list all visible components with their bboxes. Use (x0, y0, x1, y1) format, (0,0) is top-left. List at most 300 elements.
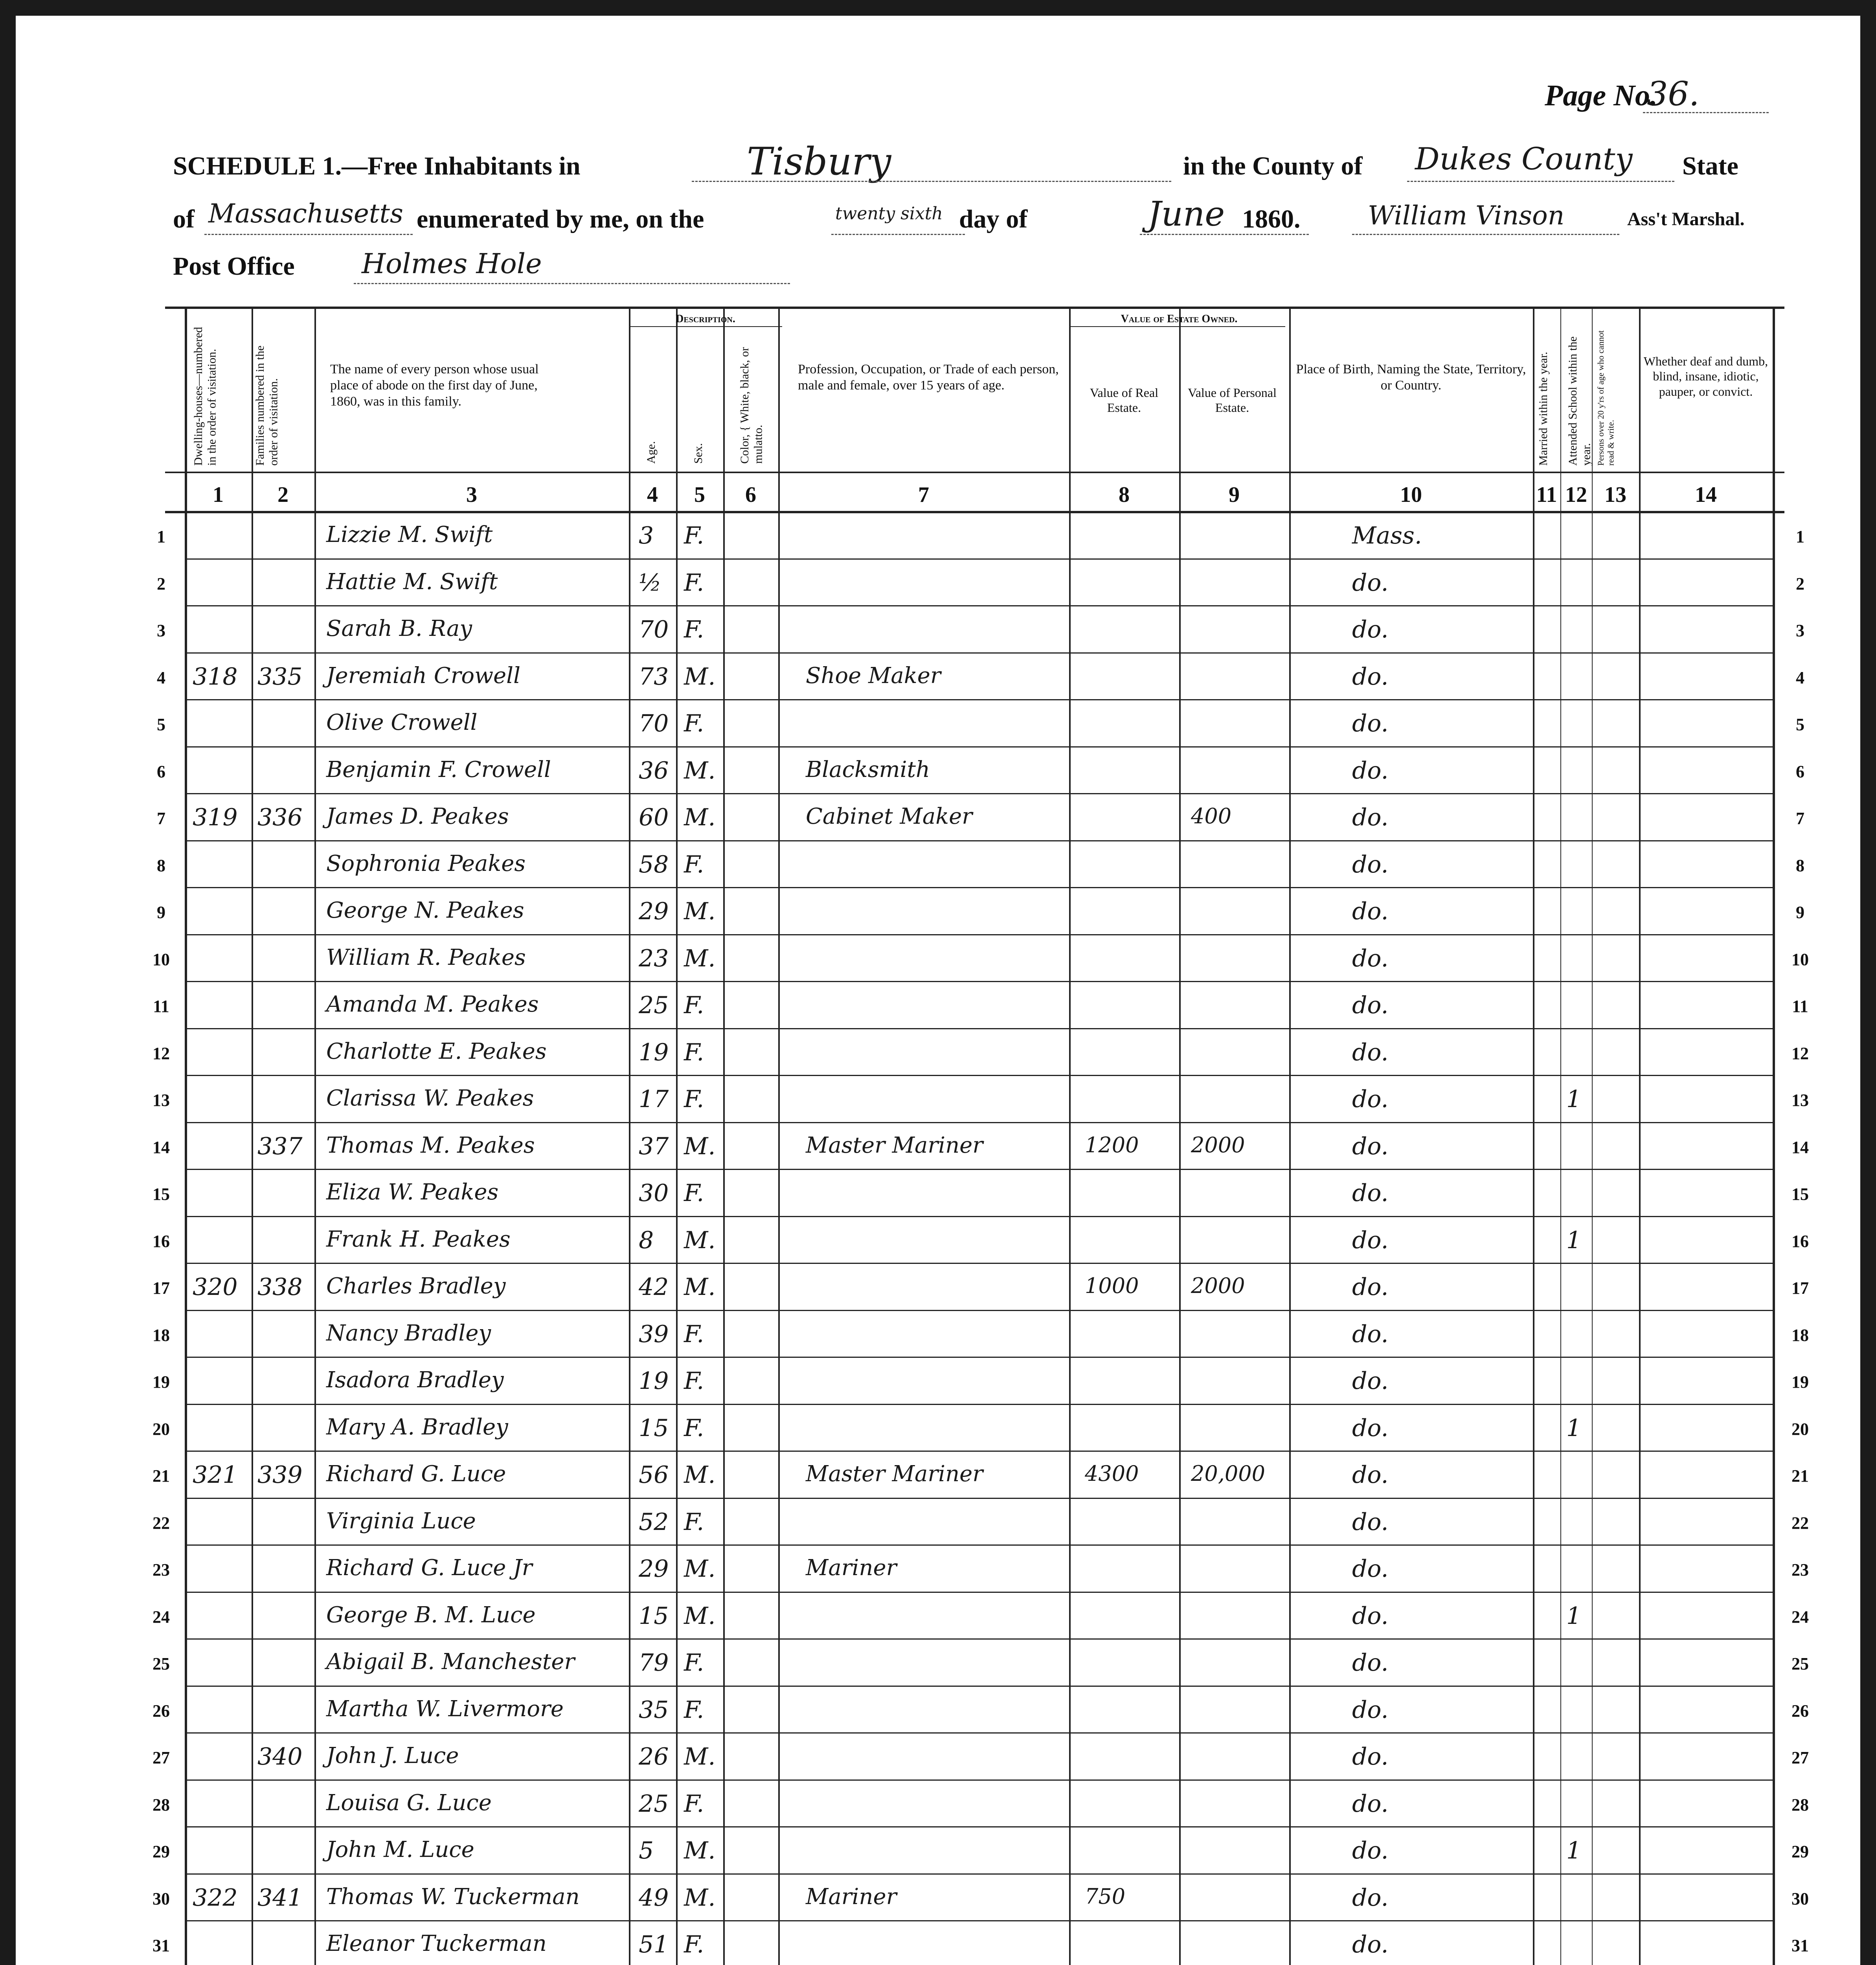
cell-birth: do. (1352, 1649, 1389, 1677)
column-rule (252, 307, 253, 1965)
description-rule (629, 326, 782, 327)
header-birthplace: Place of Birth, Naming the State, Territory, or Country. (1296, 362, 1526, 393)
cell-age: 15 (639, 1602, 669, 1630)
cell-birth: do. (1352, 1179, 1389, 1207)
table-right-border (1773, 307, 1775, 1965)
row-rule (185, 1544, 1773, 1546)
cell-sex: M. (684, 1461, 716, 1489)
census-year: 1860. (1242, 205, 1301, 233)
state-underline (204, 234, 413, 235)
cell-age: 70 (639, 710, 669, 737)
cell-age: 25 (639, 992, 669, 1019)
column-rule (1533, 307, 1534, 1965)
cell-sex: M. (684, 1132, 716, 1160)
cell-occupation: Mariner (806, 1884, 897, 1910)
cell-age: 8 (639, 1226, 654, 1254)
cell-age: 51 (639, 1931, 669, 1958)
cell-sex: M. (684, 804, 716, 831)
column-number: 8 (1119, 483, 1130, 507)
cell-birth: do. (1352, 992, 1389, 1019)
cell-name: Sophronia Peakes (326, 850, 526, 876)
cell-dwelling: 321 (193, 1461, 238, 1489)
cell-family: 336 (257, 804, 303, 831)
row-rule (185, 1310, 1773, 1311)
row-number-right: 4 (1796, 668, 1804, 687)
cell-personal: 400 (1191, 804, 1232, 828)
cell-sex: F. (684, 1649, 704, 1677)
row-rule (185, 1686, 1773, 1687)
cell-name: Eleanor Tuckerman (326, 1931, 547, 1956)
row-number-right: 2 (1796, 574, 1804, 593)
cell-name: Amanda M. Peakes (326, 992, 539, 1017)
row-rule (185, 1451, 1773, 1452)
cell-real: 4300 (1085, 1461, 1139, 1486)
row-rule (185, 1122, 1773, 1123)
column-number: 10 (1400, 483, 1422, 507)
post-office-underline (354, 283, 790, 284)
column-number: 5 (694, 483, 705, 507)
row-rule (185, 746, 1773, 747)
page-number-label: Page No. (1545, 79, 1658, 112)
cell-sex: F. (684, 1414, 704, 1442)
cell-name: Louisa G. Luce (326, 1790, 492, 1816)
row-number-left: 29 (153, 1842, 170, 1861)
cell-occupation: Blacksmith (806, 757, 930, 782)
header-family: Families numbered in the order of visitation. (254, 345, 280, 466)
column-rule (1592, 307, 1593, 1965)
header-occupation: Profession, Occupation, or Trade of each person, male and female, over 15 years of age. (798, 362, 1059, 393)
row-number-left: 20 (153, 1419, 170, 1439)
column-rule (1560, 307, 1561, 1965)
cell-birth: do. (1352, 569, 1389, 597)
row-number-right: 29 (1791, 1842, 1809, 1861)
cell-age: 30 (639, 1179, 669, 1207)
cell-sex: F. (684, 1931, 704, 1958)
marshal-underline (1352, 234, 1619, 235)
cell-real: 1200 (1085, 1132, 1139, 1157)
cell-sex: F. (684, 1790, 704, 1818)
row-rule (185, 1075, 1773, 1076)
cell-name: Olive Crowell (326, 710, 478, 735)
row-number-left: 16 (153, 1231, 170, 1251)
row-rule (185, 840, 1773, 841)
cell-school: 1 (1566, 1414, 1582, 1442)
cell-sex: M. (684, 1226, 716, 1254)
row-number-right: 11 (1792, 997, 1808, 1016)
cell-dwelling: 322 (193, 1884, 238, 1912)
of-label: of (173, 205, 195, 233)
cell-name: Martha W. Livermore (326, 1696, 564, 1722)
cell-sex: M. (684, 1273, 716, 1301)
cell-school: 1 (1566, 1085, 1582, 1113)
cell-name: Charles Bradley (326, 1273, 506, 1299)
row-number-right: 6 (1796, 762, 1804, 781)
cell-age: ½ (639, 569, 662, 597)
column-number: 9 (1229, 483, 1240, 507)
cell-age: 39 (639, 1320, 669, 1348)
cell-birth: do. (1352, 1414, 1389, 1442)
header-name: The name of every person whose usual place of abode on the first day of June, 1860, was in this family. (330, 362, 539, 409)
row-number-right: 24 (1791, 1607, 1809, 1627)
cell-age: 42 (639, 1273, 669, 1301)
estate-rule (1069, 326, 1285, 327)
cell-age: 79 (639, 1649, 669, 1677)
cell-name: Lizzie M. Swift (326, 522, 493, 547)
cell-occupation: Mariner (806, 1555, 897, 1581)
row-number-right: 3 (1796, 621, 1804, 640)
row-number-right: 13 (1791, 1091, 1809, 1110)
row-rule (185, 1404, 1773, 1405)
cell-age: 25 (639, 1790, 669, 1818)
cell-age: 56 (639, 1461, 669, 1489)
cell-name: Clarissa W. Peakes (326, 1085, 534, 1111)
row-rule (185, 558, 1773, 560)
cell-sex: F. (684, 1508, 704, 1536)
header-personal-estate: Value of Personal Estate. (1188, 386, 1277, 415)
cell-occupation: Master Mariner (806, 1132, 983, 1158)
cell-birth: do. (1352, 1085, 1389, 1113)
cell-name: Frank H. Peakes (326, 1226, 511, 1252)
census-day: twenty sixth (835, 204, 943, 224)
row-rule (185, 1780, 1773, 1781)
column-number: 12 (1565, 483, 1587, 507)
row-rule (185, 605, 1773, 606)
column-number: 2 (277, 483, 288, 507)
cell-sex: F. (684, 1179, 704, 1207)
row-number-left: 30 (153, 1889, 170, 1908)
day-underline (831, 234, 965, 235)
county-underline (1407, 181, 1674, 182)
row-number-left: 2 (157, 574, 165, 593)
cell-family: 341 (257, 1884, 303, 1912)
row-number-right: 18 (1791, 1325, 1809, 1345)
cell-occupation: Cabinet Maker (806, 804, 973, 829)
row-rule (185, 1732, 1773, 1734)
page-number: 36. (1647, 75, 1700, 113)
row-rule (185, 793, 1773, 794)
row-rule (185, 699, 1773, 700)
cell-sex: M. (684, 1837, 716, 1864)
header-remarks: Whether deaf and dumb, blind, insane, idiotic, pauper, or convict. (1643, 354, 1768, 399)
schedule-title: SCHEDULE 1.—Free Inhabitants in (173, 152, 581, 180)
cell-name: George B. M. Luce (326, 1602, 536, 1628)
cell-sex: M. (684, 757, 716, 784)
row-number-left: 14 (153, 1137, 170, 1157)
cell-sex: M. (684, 1602, 716, 1630)
cell-age: 35 (639, 1696, 669, 1724)
row-rule (185, 1357, 1773, 1358)
header-age: Age. (645, 441, 658, 464)
cell-name: Benjamin F. Crowell (326, 757, 551, 782)
cell-sex: M. (684, 1743, 716, 1770)
row-number-left: 24 (153, 1607, 170, 1627)
row-number-left: 1 (157, 527, 165, 546)
cell-name: Charlotte E. Peakes (326, 1038, 547, 1064)
column-rule (1289, 307, 1291, 1965)
row-number-left: 11 (153, 997, 169, 1016)
cell-age: 19 (639, 1367, 669, 1395)
town-underline (692, 181, 1171, 182)
cell-school: 1 (1566, 1602, 1582, 1630)
cell-birth: do. (1352, 1273, 1389, 1301)
cell-birth: do. (1352, 757, 1389, 784)
row-number-right: 10 (1791, 949, 1809, 969)
cell-birth: do. (1352, 850, 1389, 878)
column-number: 11 (1536, 483, 1557, 507)
row-number-right: 14 (1791, 1137, 1809, 1157)
cell-sex: M. (684, 944, 716, 972)
row-number-right: 28 (1791, 1795, 1809, 1814)
marshal-name: William Vinson (1368, 200, 1565, 231)
cell-age: 23 (639, 944, 669, 972)
row-number-left: 27 (153, 1748, 170, 1767)
census-sheet (16, 16, 1860, 1965)
cell-sex: F. (684, 522, 704, 549)
cell-age: 70 (639, 616, 669, 643)
cell-name: John J. Luce (326, 1743, 459, 1768)
cell-birth: do. (1352, 1884, 1389, 1912)
row-rule (185, 981, 1773, 982)
cell-birth: do. (1352, 1038, 1389, 1066)
row-number-right: 21 (1791, 1466, 1809, 1486)
cell-sex: M. (684, 1555, 716, 1583)
cell-personal: 2000 (1191, 1273, 1245, 1298)
cell-birth: do. (1352, 1790, 1389, 1818)
cell-age: 58 (639, 850, 669, 878)
table-top-rule (165, 307, 1784, 309)
page-number-underline (1643, 112, 1769, 113)
cell-family: 338 (257, 1273, 303, 1301)
header-color: Color, { White, black, or mulatto. (738, 347, 765, 464)
column-number-rule (165, 511, 1784, 513)
row-number-left: 17 (153, 1278, 170, 1298)
cell-age: 29 (639, 898, 669, 925)
day-label: day of (959, 205, 1028, 233)
cell-birth: do. (1352, 1743, 1389, 1770)
cell-birth: do. (1352, 1602, 1389, 1630)
cell-sex: F. (684, 1367, 704, 1395)
header-real-estate: Value of Real Estate. (1090, 386, 1159, 415)
row-number-right: 7 (1796, 809, 1804, 828)
row-number-left: 13 (153, 1091, 170, 1110)
row-rule (185, 1028, 1773, 1029)
cell-family: 340 (257, 1743, 303, 1770)
cell-birth: do. (1352, 1367, 1389, 1395)
row-rule (185, 1826, 1773, 1827)
column-number: 3 (466, 483, 477, 507)
cell-name: Hattie M. Swift (326, 569, 498, 595)
cell-name: Nancy Bradley (326, 1320, 491, 1346)
cell-name: Thomas M. Peakes (326, 1132, 535, 1158)
row-number-right: 16 (1791, 1231, 1809, 1251)
county-name: Dukes County (1415, 141, 1633, 177)
cell-sex: F. (684, 1085, 704, 1113)
header-estate: Value of Estate Owned. (1121, 313, 1238, 325)
row-number-left: 12 (153, 1043, 170, 1063)
row-number-left: 18 (153, 1325, 170, 1345)
row-number-right: 15 (1791, 1185, 1809, 1204)
row-number-right: 30 (1791, 1889, 1809, 1908)
header-sex: Sex. (692, 443, 705, 464)
state-name: Massachusetts (208, 198, 403, 229)
row-number-right: 22 (1791, 1513, 1809, 1533)
cell-age: 37 (639, 1132, 669, 1160)
cell-sex: M. (684, 663, 716, 691)
marshal-label: Ass't Marshal. (1627, 209, 1745, 230)
row-number-right: 25 (1791, 1654, 1809, 1673)
row-rule (185, 1638, 1773, 1640)
enumerated-label: enumerated by me, on the (417, 205, 704, 233)
row-rule (185, 1216, 1773, 1217)
cell-dwelling: 318 (193, 663, 238, 691)
row-rule (185, 887, 1773, 888)
cell-name: John M. Luce (326, 1837, 474, 1862)
header-description: Description. (676, 313, 735, 325)
cell-age: 26 (639, 1743, 669, 1770)
cell-birth: do. (1352, 1837, 1389, 1864)
cell-sex: F. (684, 1696, 704, 1724)
row-number-right: 5 (1796, 715, 1804, 734)
column-rule (1179, 307, 1181, 1965)
column-number: 13 (1604, 483, 1626, 507)
row-rule (185, 1263, 1773, 1264)
cell-birth: Mass. (1352, 522, 1422, 549)
cell-birth: do. (1352, 1320, 1389, 1348)
census-month: June (1148, 195, 1225, 234)
cell-birth: do. (1352, 1132, 1389, 1160)
header-bottom-rule (165, 472, 1784, 473)
row-number-right: 19 (1791, 1372, 1809, 1392)
column-rule (629, 307, 630, 1965)
cell-name: Abigail B. Manchester (326, 1649, 575, 1675)
cell-age: 60 (639, 804, 669, 831)
row-number-right: 26 (1791, 1701, 1809, 1721)
row-number-right: 31 (1791, 1936, 1809, 1955)
header-illiterate: Persons over 20 y'rs of age who cannot read & write. (1596, 330, 1616, 466)
cell-family: 339 (257, 1461, 303, 1489)
row-number-left: 15 (153, 1185, 170, 1204)
state-label: State (1682, 152, 1738, 180)
table-left-border (185, 307, 187, 1965)
county-label: in the County of (1183, 152, 1363, 180)
cell-sex: M. (684, 898, 716, 925)
cell-sex: F. (684, 1320, 704, 1348)
header-married: Married within the year. (1537, 352, 1550, 466)
cell-age: 29 (639, 1555, 669, 1583)
cell-dwelling: 319 (193, 804, 238, 831)
row-number-left: 26 (153, 1701, 170, 1721)
cell-age: 3 (639, 522, 654, 549)
cell-name: Richard G. Luce Jr (326, 1555, 533, 1581)
cell-age: 49 (639, 1884, 669, 1912)
row-number-right: 23 (1791, 1560, 1809, 1579)
cell-name: George N. Peakes (326, 898, 524, 923)
cell-name: Eliza W. Peakes (326, 1179, 499, 1205)
row-number-right: 20 (1791, 1419, 1809, 1439)
row-number-left: 9 (157, 903, 165, 922)
cell-birth: do. (1352, 898, 1389, 925)
cell-real: 1000 (1085, 1273, 1139, 1298)
cell-birth: do. (1352, 804, 1389, 831)
cell-birth: do. (1352, 1555, 1389, 1583)
cell-age: 36 (639, 757, 669, 784)
row-number-left: 25 (153, 1654, 170, 1673)
row-number-right: 17 (1791, 1278, 1809, 1298)
row-rule (185, 1169, 1773, 1170)
row-number-left: 5 (157, 715, 165, 734)
row-number-left: 21 (153, 1466, 170, 1486)
cell-age: 19 (639, 1038, 669, 1066)
row-number-right: 8 (1796, 856, 1804, 875)
column-number: 14 (1695, 483, 1717, 507)
row-number-left: 22 (153, 1513, 170, 1533)
header-dwelling: Dwelling-houses—numbered in the order of visitation. (192, 327, 219, 466)
column-rule (1069, 307, 1071, 1965)
row-number-right: 12 (1791, 1043, 1809, 1063)
column-rule (723, 307, 725, 1965)
row-rule (185, 1498, 1773, 1499)
post-office-name: Holmes Hole (362, 248, 542, 280)
cell-sex: F. (684, 850, 704, 878)
row-rule (185, 652, 1773, 654)
cell-name: Richard G. Luce (326, 1461, 506, 1487)
cell-sex: F. (684, 992, 704, 1019)
cell-birth: do. (1352, 944, 1389, 972)
cell-birth: do. (1352, 616, 1389, 643)
cell-school: 1 (1566, 1226, 1582, 1254)
cell-name: James D. Peakes (326, 804, 509, 829)
cell-birth: do. (1352, 1226, 1389, 1254)
cell-school: 1 (1566, 1837, 1582, 1864)
cell-personal: 20,000 (1191, 1461, 1265, 1486)
town-name: Tisbury (747, 140, 891, 184)
column-rule (1639, 307, 1641, 1965)
column-number: 6 (745, 483, 756, 507)
cell-occupation: Master Mariner (806, 1461, 983, 1487)
cell-age: 17 (639, 1085, 669, 1113)
cell-birth: do. (1352, 1461, 1389, 1489)
cell-age: 73 (639, 663, 669, 691)
row-number-left: 8 (157, 856, 165, 875)
cell-age: 5 (639, 1837, 654, 1864)
cell-birth: do. (1352, 663, 1389, 691)
cell-family: 335 (257, 663, 303, 691)
row-number-right: 1 (1796, 527, 1804, 546)
post-office-label: Post Office (173, 252, 295, 281)
row-rule (185, 1920, 1773, 1921)
cell-sex: M. (684, 1884, 716, 1912)
cell-occupation: Shoe Maker (806, 663, 941, 689)
row-number-right: 9 (1796, 903, 1804, 922)
column-number: 7 (918, 483, 929, 507)
cell-name: William R. Peakes (326, 944, 526, 970)
column-rule (676, 307, 678, 1965)
cell-dwelling: 320 (193, 1273, 238, 1301)
cell-name: Thomas W. Tuckerman (326, 1884, 580, 1910)
row-number-left: 31 (153, 1936, 170, 1955)
row-number-right: 27 (1791, 1748, 1809, 1767)
column-rule (314, 307, 316, 1965)
cell-personal: 2000 (1191, 1132, 1245, 1157)
cell-birth: do. (1352, 710, 1389, 737)
cell-name: Isadora Bradley (326, 1367, 504, 1393)
cell-name: Virginia Luce (326, 1508, 476, 1534)
row-rule (185, 934, 1773, 935)
row-number-left: 3 (157, 621, 165, 640)
header-school: Attended School within the year. (1566, 336, 1593, 466)
cell-sex: F. (684, 569, 704, 597)
cell-sex: F. (684, 1038, 704, 1066)
